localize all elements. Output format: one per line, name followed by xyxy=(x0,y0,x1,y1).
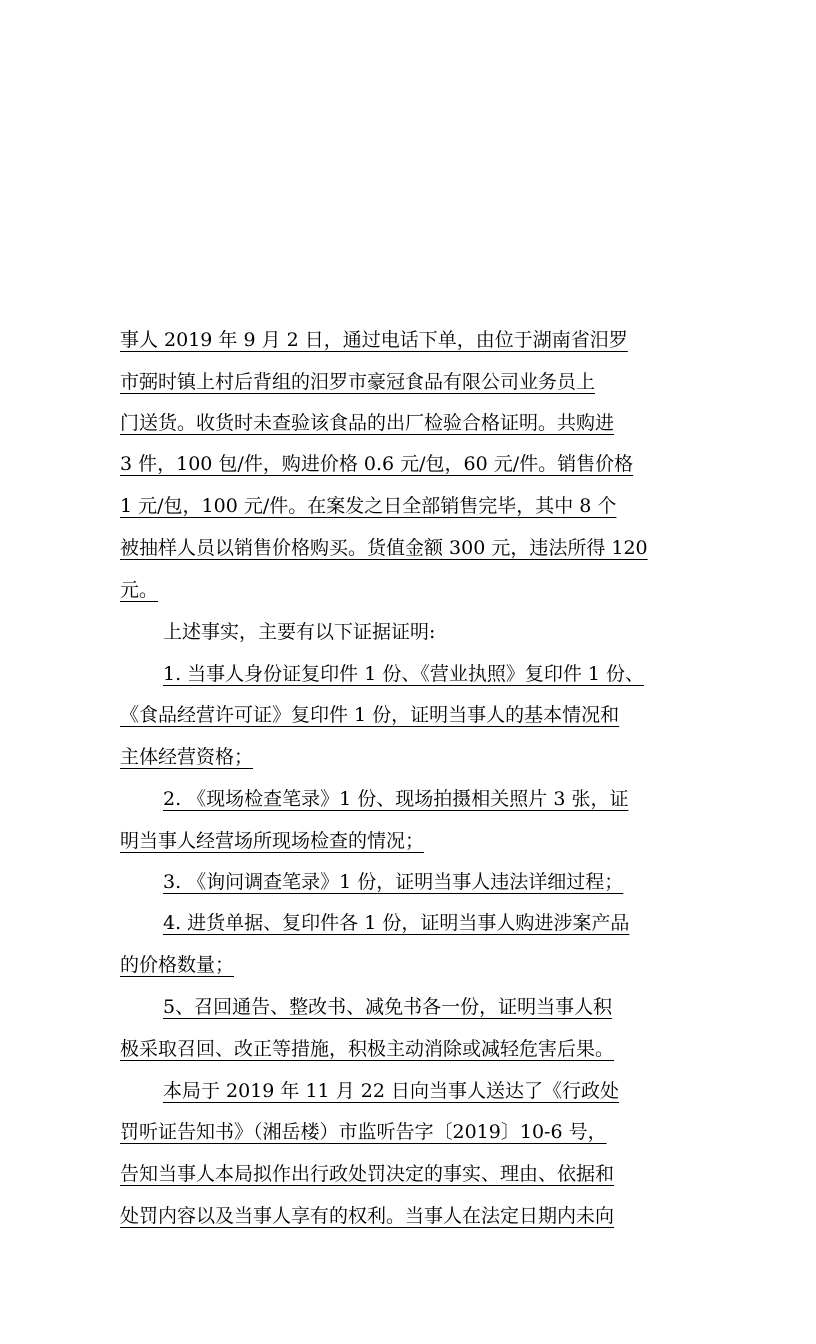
evidence-item-2-line-2 xyxy=(120,821,675,861)
evidence-item-4-line-2 xyxy=(120,945,675,985)
evidence-item-1-line-1 xyxy=(163,654,675,694)
evidence-item-2-text-1: 2. 《现场检查笔录》1 份、现场拍摄相关照片 3 张，证 xyxy=(163,788,629,810)
text-span-1: 事人 2019 年 9 月 2 日，通过电话下单，由位于湖南省汨罗 xyxy=(120,329,628,351)
text-span-4: 3 件，100 包/件，购进价格 0.6 元/包，60 元/件。销售价格 xyxy=(120,453,634,475)
text-line-4 xyxy=(120,444,675,484)
text-span-7: 元。 xyxy=(120,579,159,601)
hearing-notice-line-1 xyxy=(163,1071,675,1111)
evidence-item-4-text-2: 的价格数量； xyxy=(120,954,235,976)
text-span-2: 市弼时镇上村后背组的汨罗市豪冠食品有限公司业务员上 xyxy=(120,371,596,393)
hearing-notice-text-3: 告知当事人本局拟作出行政处罚决定的事实、理由、依据和 xyxy=(120,1163,615,1185)
evidence-item-5-line-1 xyxy=(163,987,675,1027)
hearing-notice-text-1: 本局于 2019 年 11 月 22 日向当事人送达了《行政处 xyxy=(163,1080,619,1102)
evidence-item-4-line-1 xyxy=(163,903,675,943)
text-line-6 xyxy=(120,528,675,568)
text-line-1 xyxy=(120,320,675,360)
evidence-item-3-text-1: 3. 《询问调查笔录》1 份，证明当事人违法详细过程； xyxy=(163,871,624,893)
evidence-item-5-text-2: 极采取召回、改正等措施，积极主动消除或减轻危害后果。 xyxy=(120,1038,615,1060)
text-line-3 xyxy=(120,403,675,443)
evidence-item-1-text-3: 主体经营资格； xyxy=(120,746,254,768)
hearing-notice-line-4 xyxy=(120,1196,675,1236)
evidence-intro-text: 上述事实，主要有以下证据证明: xyxy=(163,621,436,643)
evidence-item-2-line-1 xyxy=(163,779,675,819)
hearing-notice-text-4: 处罚内容以及当事人享有的权利。当事人在法定日期内未向 xyxy=(120,1205,615,1227)
hearing-notice-line-3 xyxy=(120,1154,675,1194)
evidence-item-1-line-3 xyxy=(120,737,675,777)
text-line-2 xyxy=(120,362,675,402)
evidence-item-4-text-1: 4. 进货单据、复印件各 1 份，证明当事人购进涉案产品 xyxy=(163,912,630,934)
evidence-item-3-line-1 xyxy=(163,862,675,902)
evidence-item-1-text-2: 《食品经营许可证》复印件 1 份，证明当事人的基本情况和 xyxy=(120,704,620,726)
text-span-6: 被抽样人员以销售价格购买。货值金额 300 元，违法所得 120 xyxy=(120,537,648,559)
hearing-notice-text-2: 罚听证告知书》（湘岳楼）市监听告字〔2019〕10-6 号， xyxy=(120,1121,607,1143)
evidence-item-5-line-2 xyxy=(120,1029,675,1069)
text-line-5 xyxy=(120,486,675,526)
hearing-notice-line-2 xyxy=(120,1112,675,1152)
evidence-item-5-text-1: 5、召回通告、整改书、减免书各一份，证明当事人积 xyxy=(163,996,613,1018)
evidence-intro xyxy=(163,612,675,652)
evidence-item-1-line-2 xyxy=(120,695,675,735)
evidence-item-2-text-2: 明当事人经营场所现场检查的情况； xyxy=(120,830,425,852)
text-span-3: 门送货。收货时未查验该食品的出厂检验合格证明。共购进 xyxy=(120,412,615,434)
text-span-5: 1 元/包，100 元/件。在案发之日全部销售完毕，其中 8 个 xyxy=(120,495,617,517)
evidence-item-1-text-1: 1. 当事人身份证复印件 1 份、《营业执照》复印件 1 份、 xyxy=(163,663,645,685)
text-line-7 xyxy=(120,570,675,610)
